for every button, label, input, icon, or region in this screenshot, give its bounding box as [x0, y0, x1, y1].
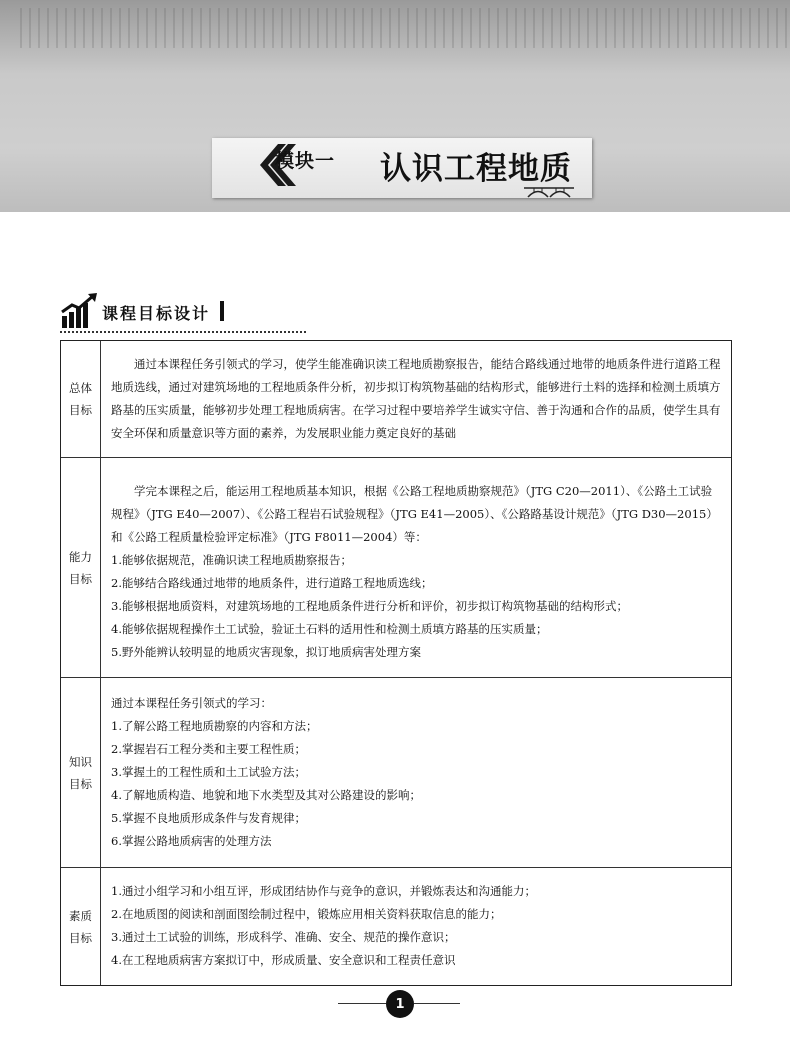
content-line: 3.掌握土的工程性质和土工试验方法； [111, 765, 306, 779]
table-row [61, 678, 731, 868]
content-line: 2.掌握岩石工程分类和主要工程性质； [111, 742, 306, 756]
row-content [111, 880, 721, 972]
content-line: 1.了解公路工程地质勘察的内容和方法； [111, 719, 318, 733]
section-title-bar [220, 301, 224, 321]
content-line: 1.通过小组学习和小组互评，形成团结协作与竞争的意识，并锻炼表达和沟通能力； [111, 884, 536, 898]
row-label: 知识 目标 [61, 678, 101, 867]
content-line: 2.在地质图的阅读和剖面图绘制过程中，锻炼应用相关资料获取信息的能力； [111, 907, 502, 921]
content-line: 4.在工程地质病害方案拟订中，形成质量、安全意识和工程责任意识 [111, 953, 456, 967]
content-line: 5.掌握不良地质形成条件与发育规律； [111, 811, 306, 825]
section-header [60, 292, 310, 332]
content-line: 4.能够依据规程操作土工试验，验证土石料的适用性和检测土质填方路基的压实质量； [111, 622, 548, 636]
content-line: 4.了解地质构造、地貌和地下水类型及其对公路建设的影响； [111, 788, 421, 802]
table-row [61, 341, 731, 458]
row-label: 总体 目标 [61, 341, 101, 457]
content-line: 1.能够依据规范，准确识读工程地质勘察报告； [111, 553, 352, 567]
content-line: 通过本课程任务引领式的学习，使学生能准确识读工程地质勘察报告，能结合路线通过地带的地质条件进行道路工程地质选线，通过对建筑场地的工程地质条件分析，初步拟订构筑物基础的结构形式，能够进行土料的选择和检测土质填方路基的压实质量，能够初步处理工程地质病害。在学习过程中要培养学生诚实守信、善于沟通和合作的品质，使学生具有安全环保和质量意识等方面的素养，为发展职业能力奠定良好的基础 [111, 357, 721, 440]
table-row [61, 868, 731, 985]
row-content [111, 480, 721, 664]
objectives-table [60, 340, 732, 986]
module-banner [0, 0, 790, 212]
content-line: 3.通过土工试验的训练，形成科学、准确、安全、规范的操作意识； [111, 930, 456, 944]
section-title: 课程目标设计 [102, 304, 211, 323]
module-tag: 模块一 [275, 150, 336, 172]
footer-rule-left [338, 1003, 386, 1004]
content-line: 2.能够结合路线通过地带的地质条件，进行道路工程地质选线； [111, 576, 433, 590]
content-line: 通过本课程任务引领式的学习： [111, 696, 272, 710]
content-line: 3.能够根据地质资料，对建筑场地的工程地质条件进行分析和评价，初步拟订构筑物基础的结构形式； [111, 599, 628, 613]
content-line: 6.掌握公路地质病害的处理方法 [111, 834, 272, 848]
bridge-icon [524, 182, 574, 198]
growth-chart-icon [60, 292, 98, 328]
module-title: 认识工程地质 [380, 151, 572, 187]
banner-texture [20, 8, 790, 48]
row-label: 素质 目标 [61, 868, 101, 985]
content-line: 5.野外能辨认较明显的地质灾害现象，拟订地质病害处理方案 [111, 645, 421, 659]
footer-rule-right [414, 1003, 460, 1004]
row-content [111, 692, 721, 853]
content-line: 学完本课程之后，能运用工程地质基本知识，根据《公路工程地质勘察规范》（JTG C20—2011）、《公路土工试验规程》（JTG E40—2007）、《公路工程岩石试验规程》（JTG E41—2005）、《公路路基设计规范》（JTG D30—2015）和《公路工程质量检验评定标准》（JTG F8011—2004）等： [111, 484, 718, 544]
page-number: 1 [386, 990, 414, 1018]
row-label: 能力 目标 [61, 458, 101, 677]
section-dotted-rule [60, 331, 306, 333]
row-content [111, 353, 721, 445]
table-row [61, 458, 731, 678]
